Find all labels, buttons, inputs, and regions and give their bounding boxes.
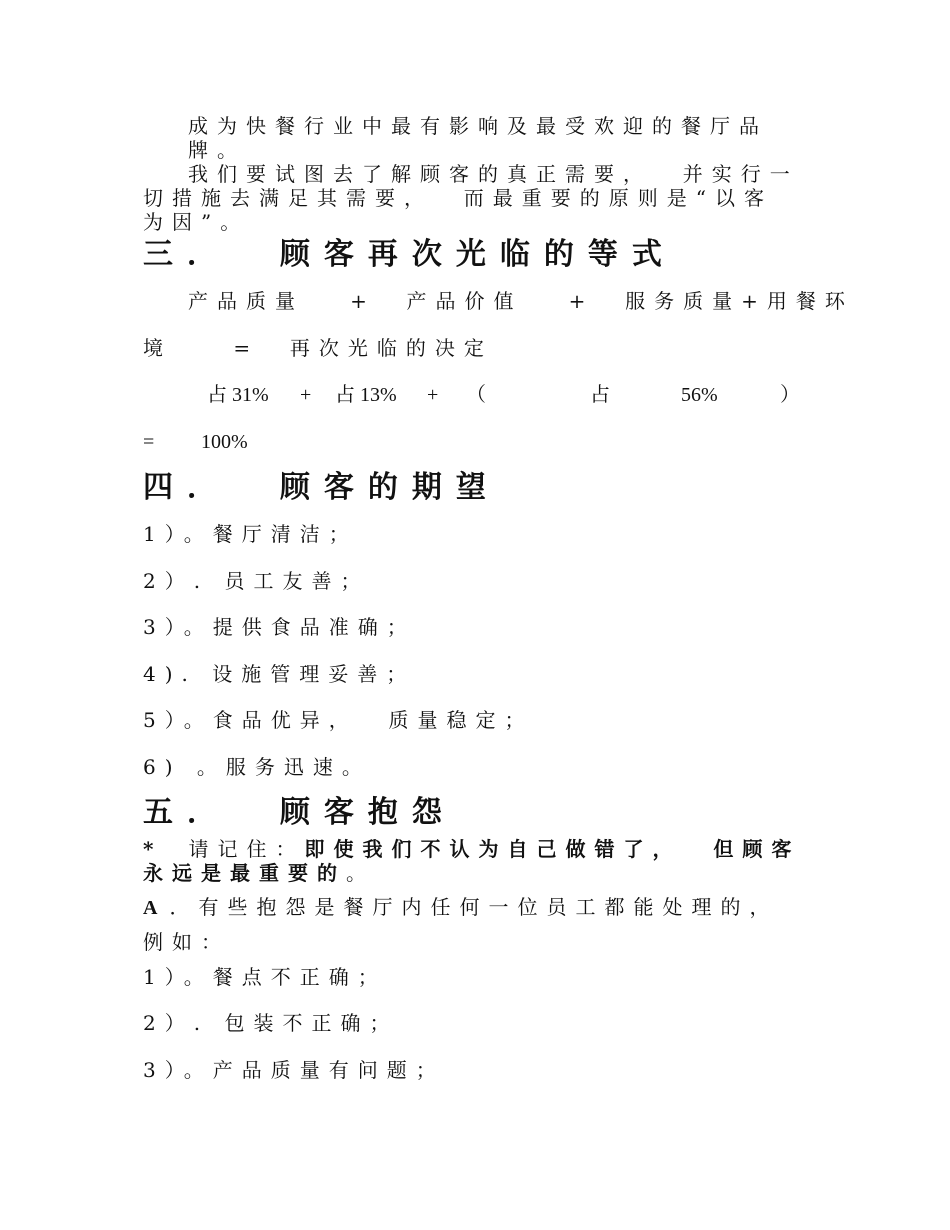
reminder-end: 。 bbox=[346, 861, 375, 885]
complaint-item-2: 2）. 包装不正确； bbox=[143, 1011, 399, 1035]
category-a-text-line-2: 例如： bbox=[143, 930, 230, 954]
section-4-heading: 四． 顾客的期望 bbox=[143, 470, 500, 505]
paragraph-1-line-1: 成为快餐行业中最有影响及最受欢迎的餐厅品 bbox=[188, 114, 768, 138]
reminder-line-2 bbox=[143, 861, 375, 885]
category-a-label: A bbox=[143, 897, 158, 919]
reminder-lead: 请记住： bbox=[188, 837, 305, 861]
close-paren: ） bbox=[780, 384, 800, 406]
percent-total: 100% bbox=[201, 431, 248, 453]
paragraph-2-line-2: 切措施去满足其需要， 而最重要的原则是“以客 bbox=[143, 186, 773, 210]
percent-product-value: 占 13% bbox=[335, 384, 397, 406]
reminder-bold-text: 即使我们不认为自己做错了， 但顾客 bbox=[304, 837, 801, 861]
expectation-item-6: 6) 。服务迅速。 bbox=[143, 755, 371, 779]
expectation-item-5: 5）。食品优异， 质量稳定； bbox=[143, 708, 534, 732]
percent-product-quality: 占 31% bbox=[207, 384, 269, 406]
open-paren: （ bbox=[466, 384, 486, 406]
equation-line-2: 境 = 再次光临的决定 bbox=[143, 336, 493, 360]
complaint-item-3: 3）。产品质量有问题； bbox=[143, 1058, 445, 1082]
paragraph-2-line-1: 我们要试图去了解顾客的真正需要， 并实行一 bbox=[188, 162, 799, 186]
category-a-text: ．有些抱怨是餐厅内任何一位员工都能处理的， bbox=[169, 895, 779, 919]
plus-sign-1: + bbox=[300, 384, 312, 406]
expectation-item-4: 4). 设施管理妥善； bbox=[143, 662, 416, 686]
section-3-heading: 三． 顾客再次光临的等式 bbox=[143, 237, 676, 272]
plus-sign-2: + bbox=[427, 384, 439, 406]
expectation-item-3: 3）。提供食品准确； bbox=[143, 615, 416, 639]
expectation-item-1: 1）。餐厅清洁； bbox=[143, 522, 358, 546]
paragraph-2-line-3: 为因”。 bbox=[143, 210, 250, 234]
reminder-line-1 bbox=[143, 837, 800, 861]
complaint-item-1: 1）。餐点不正确； bbox=[143, 965, 387, 989]
reminder-bold-text-2: 永远是最重要的 bbox=[143, 861, 346, 885]
equation-line-1: 产品质量 + 产品价值 + 服务质量+用餐环 bbox=[188, 289, 854, 313]
equals-sign: = bbox=[143, 431, 155, 453]
percent-service-label: 占 bbox=[590, 384, 610, 406]
percent-service-value: 56% bbox=[681, 384, 718, 406]
expectation-item-2: 2）. 员工友善； bbox=[143, 569, 370, 593]
complaint-category-a bbox=[143, 895, 778, 920]
section-5-heading: 五． 顾客抱怨 bbox=[143, 795, 456, 830]
reminder-star: * bbox=[143, 837, 163, 861]
paragraph-1-line-2: 牌。 bbox=[188, 138, 246, 162]
